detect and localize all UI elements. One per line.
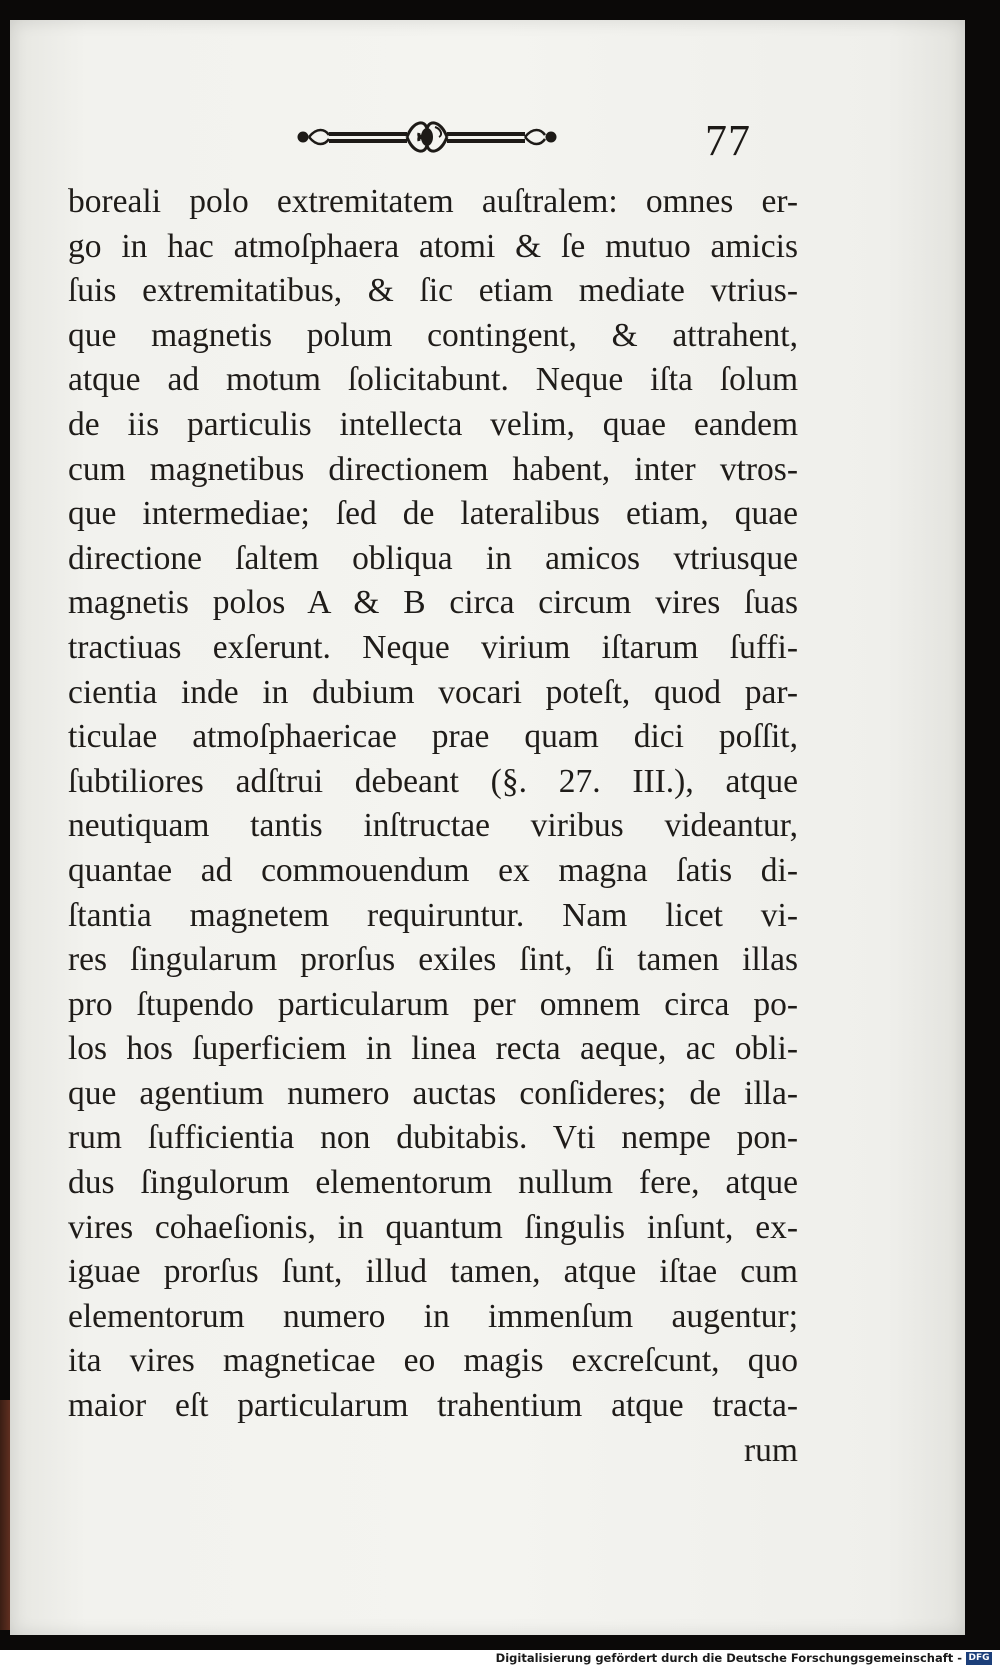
digitization-credit: Digitalisierung gefördert durch die Deutsche Forschungsgemeinschaft - bbox=[495, 1651, 962, 1665]
text-line: ſuis extremitatibus, & ſic etiam mediate vtrius- bbox=[68, 272, 798, 310]
text-line: cum magnetibus directionem habent, inter vtros- bbox=[68, 450, 798, 488]
catchword: rum bbox=[744, 1431, 798, 1469]
text-line: quantae ad commouendum ex magna ſatis di- bbox=[68, 851, 798, 889]
text-line: boreali polo extremitatem auſtralem: omnes er- bbox=[68, 183, 798, 220]
text-line: ſubtiliores adſtrui debeant (§. 27. III.), atque bbox=[68, 762, 798, 800]
text-line: pro ſtupendo particularum per omnem circa po- bbox=[68, 985, 798, 1023]
dfg-logo-icon: DFG bbox=[966, 1652, 992, 1665]
text-line: ita vires magneticae eo magis excreſcunt, quo bbox=[68, 1342, 798, 1380]
text-line: de iis particulis intellecta velim, quae eandem bbox=[68, 405, 798, 443]
text-line: directione ſaltem obliqua in amicos vtriusque bbox=[68, 539, 798, 577]
text-line: go in hac atmoſphaera atomi & ſe mutuo amicis bbox=[68, 227, 798, 265]
page-header bbox=[295, 115, 805, 165]
body-text bbox=[68, 180, 798, 1473]
text-line: que magnetis polum contingent, & attrahent, bbox=[68, 316, 798, 354]
page-number: 77 bbox=[705, 116, 751, 165]
book-page bbox=[10, 20, 965, 1635]
text-line: rum ſufficientia non dubitabis. Vti nempe pon- bbox=[68, 1119, 798, 1157]
text-line: ticulae atmoſphaericae prae quam dici poſſit, bbox=[68, 718, 798, 756]
decorative-flourish-icon bbox=[295, 115, 560, 159]
text-line: cientia inde in dubium vocari poteſt, quod par- bbox=[68, 673, 798, 711]
text-line: dus ſingulorum elementorum nullum fere, atque bbox=[68, 1164, 798, 1202]
text-line: elementorum numero in immenſum augentur; bbox=[68, 1297, 798, 1335]
text-line: ſtantia magnetem requiruntur. Nam licet vi- bbox=[68, 896, 798, 934]
text-line: vires cohaeſionis, in quantum ſingulis inſunt, ex- bbox=[68, 1208, 798, 1246]
text-line: tractiuas exſerunt. Neque virium iſtarum ſuffi- bbox=[68, 628, 798, 666]
text-line: magnetis polos A & B circa circum vires ſuas bbox=[68, 584, 798, 622]
text-line: maior eſt particularum trahentium atque tracta- bbox=[68, 1387, 798, 1425]
text-line: que agentium numero auctas conſideres; de illa- bbox=[68, 1074, 798, 1112]
text-line: res ſingularum prorſus exiles ſint, ſi tamen illas bbox=[68, 941, 798, 979]
text-line: atque ad motum ſolicitabunt. Neque iſta ſolum bbox=[68, 361, 798, 399]
text-line: que intermediae; ſed de lateralibus etiam, quae bbox=[68, 495, 798, 533]
text-line: iguae prorſus ſunt, illud tamen, atque iſtae cum bbox=[68, 1253, 798, 1291]
text-line: neutiquam tantis inſtructae viribus videantur, bbox=[68, 807, 798, 845]
text-line: los hos ſuperficiem in linea recta aeque, ac obli- bbox=[68, 1030, 798, 1068]
